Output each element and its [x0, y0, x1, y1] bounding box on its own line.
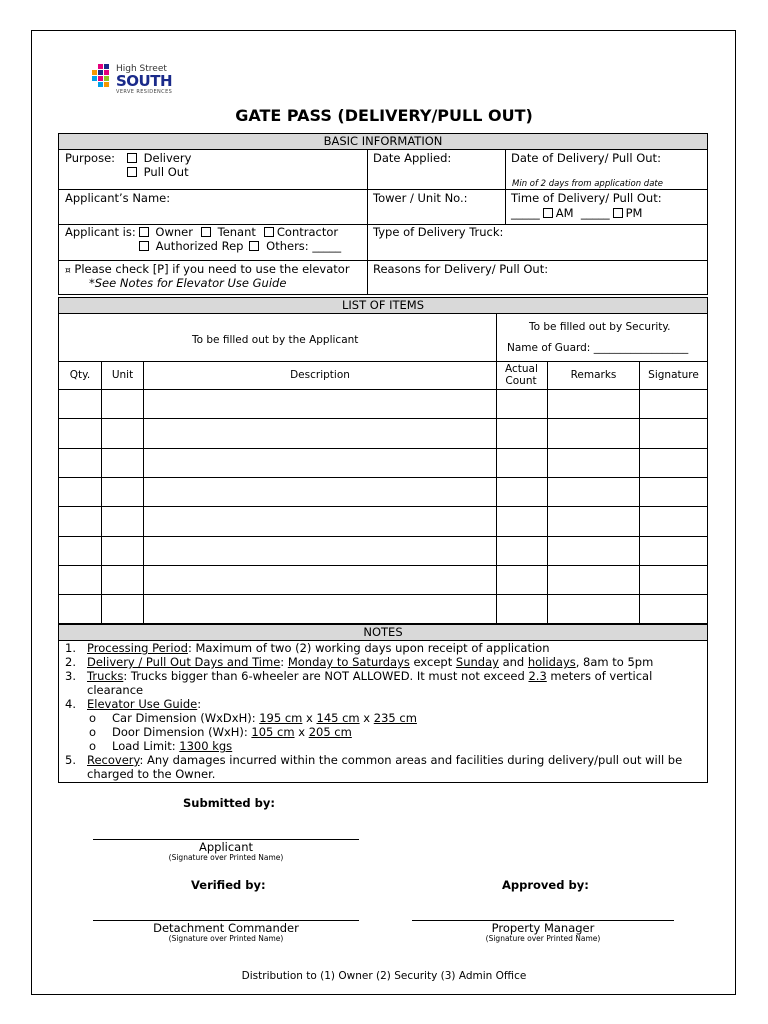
- truck-type-label: Type of Delivery Truck:: [373, 225, 504, 239]
- note-2-days: Monday to Saturdays: [287, 655, 410, 669]
- distribution-note: Distribution to (1) Owner (2) Security (3) Admin Office: [241, 970, 527, 982]
- items-row-line: [58, 506, 708, 507]
- sub-bullet-icon: o: [89, 711, 97, 725]
- others-blank[interactable]: _____: [312, 239, 342, 253]
- note-4-colon: :: [197, 697, 202, 711]
- manager-sig-note: (Signature over Printed Name): [485, 934, 601, 943]
- note-1-text: : Maximum of two (2) working days upon receipt of application: [187, 641, 550, 655]
- note-sub-item: [60, 739, 708, 753]
- date-delivery-label: Date of Delivery/ Pull Out:: [511, 151, 661, 165]
- commander-label: Detachment Commander: [153, 921, 299, 935]
- notes-list: [60, 641, 708, 781]
- purpose-label: Purpose:: [65, 151, 116, 165]
- basic-info-header: BASIC INFORMATION: [58, 133, 708, 150]
- col-description: Description: [290, 369, 350, 381]
- notes-header: NOTES: [58, 624, 708, 641]
- time-label: Time of Delivery/ Pull Out:: [511, 191, 662, 205]
- note-3-value: 2.3: [528, 669, 547, 683]
- guard-name-blank[interactable]: __________________: [593, 342, 689, 354]
- applicant-is-row1: [65, 225, 338, 239]
- note-2-sunday: Sunday: [455, 655, 499, 669]
- note-sub-item: [60, 711, 708, 725]
- others-checkbox[interactable]: [249, 241, 259, 251]
- sub-bullet-icon: o: [89, 725, 97, 739]
- items-row-line: [58, 361, 708, 362]
- col-actual-count: Actual Count: [505, 363, 538, 387]
- door-width: 105 cm: [251, 725, 295, 739]
- tenant-checkbox[interactable]: [201, 227, 211, 237]
- approved-by-label: Approved by:: [502, 878, 589, 892]
- col-remarks: Remarks: [570, 369, 617, 381]
- note-item: 5. Recovery: Any damages incurred within the common areas and facilities during delivery/pull out will be charged to the Owner.: [65, 753, 683, 781]
- door-label: Door Dimension (WxH):: [112, 725, 252, 739]
- note-item: 2. Delivery / Pull Out Days and Time: Monday to Saturdays except Sunday and holidays, 8am to 5pm: [65, 655, 654, 669]
- notes-border-left: [58, 640, 59, 783]
- door-height: 205 cm: [308, 725, 352, 739]
- authorized-rep-checkbox[interactable]: [139, 241, 149, 251]
- date-delivery-note: Min of 2 days from application date: [512, 179, 663, 189]
- pm-label: PM: [625, 206, 643, 220]
- logo-mosaic-icon: [92, 64, 114, 88]
- car-width: 195 cm: [259, 711, 303, 725]
- items-border-right: [707, 313, 708, 624]
- items-row-line: [58, 418, 708, 419]
- authorized-rep-label: Authorized Rep: [155, 239, 244, 253]
- items-row-line: [58, 477, 708, 478]
- note-item: 3. Trucks: Trucks bigger than 6-wheeler are NOT ALLOWED. It must not exceed 2.3 meters of vertical clearance: [65, 669, 653, 697]
- page-title: GATE PASS (DELIVERY/PULL OUT): [235, 106, 533, 125]
- logo-sub-text: VERVE RESIDENCES: [116, 89, 173, 95]
- am-label: AM: [555, 206, 574, 220]
- note-4-title: Elevator Use Guide: [87, 697, 198, 711]
- note-2-colon: :: [280, 655, 288, 669]
- times-sign: x: [294, 725, 309, 739]
- contractor-checkbox[interactable]: [264, 227, 274, 237]
- col-qty: Qty.: [69, 369, 91, 381]
- logo: [92, 64, 187, 100]
- items-col-line: [639, 361, 640, 624]
- basic-col-line: [505, 149, 506, 225]
- am-checkbox[interactable]: [543, 208, 553, 218]
- owner-label: Owner: [155, 225, 193, 239]
- guard-name-label: Name of Guard:: [507, 342, 591, 354]
- items-col-line: [496, 313, 497, 624]
- items-header: LIST OF ITEMS: [58, 297, 708, 314]
- delivery-checkbox[interactable]: [127, 153, 137, 163]
- date-applied-label: Date Applied:: [373, 151, 452, 165]
- owner-checkbox[interactable]: [139, 227, 149, 237]
- applicant-is-label: Applicant is:: [65, 225, 136, 239]
- note-2-holidays: holidays: [527, 655, 576, 669]
- pullout-label: Pull Out: [143, 165, 189, 179]
- commander-sig-note: (Signature over Printed Name): [168, 934, 284, 943]
- col-signature: Signature: [648, 369, 699, 381]
- guard-name-field[interactable]: [507, 341, 688, 355]
- basic-col-line: [367, 149, 368, 295]
- items-col-line: [547, 361, 548, 624]
- note-5-text: : Any damages incurred within the common areas and facilities during delivery/pull out will be charged to the Owner.: [87, 753, 683, 781]
- time-am-blank[interactable]: _____: [511, 206, 540, 220]
- note-1-title: Processing Period: [87, 641, 188, 655]
- basic-row-line: [58, 260, 708, 261]
- car-label: Car Dimension (WxDxH):: [112, 711, 260, 725]
- items-row-line: [58, 389, 708, 390]
- tenant-label: Tenant: [217, 225, 256, 239]
- pm-checkbox[interactable]: [613, 208, 623, 218]
- times-sign: x: [359, 711, 374, 725]
- items-col-line: [143, 361, 144, 624]
- time-field[interactable]: [511, 206, 642, 220]
- pullout-checkbox[interactable]: [127, 167, 137, 177]
- items-row-line: [58, 565, 708, 566]
- applicant-name-label: Applicant’s Name:: [65, 191, 171, 205]
- note-2-and: and: [498, 655, 528, 669]
- elevator-check-label: Please check [P] if you need to use the elevator: [74, 262, 350, 276]
- items-border-left: [58, 313, 59, 624]
- manager-label: Property Manager: [491, 921, 595, 935]
- applicant-is-row2: [136, 239, 341, 253]
- items-row-line: [58, 594, 708, 595]
- note-item: 4. Elevator Use Guide:: [65, 697, 202, 711]
- items-row-line: [58, 536, 708, 537]
- note-2-title: Delivery / Pull Out Days and Time: [87, 655, 281, 669]
- car-depth: 145 cm: [316, 711, 360, 725]
- applicant-fill-note: To be filled out by the Applicant: [192, 334, 359, 346]
- reasons-label: Reasons for Delivery/ Pull Out:: [373, 262, 549, 276]
- times-sign: x: [302, 711, 317, 725]
- verified-by-label: Verified by:: [191, 878, 266, 892]
- basic-border-bottom: [58, 294, 708, 295]
- tower-unit-label: Tower / Unit No.:: [373, 191, 468, 205]
- contractor-label: Contractor: [276, 225, 339, 239]
- items-col-line: [101, 361, 102, 624]
- note-2-except: except: [409, 655, 456, 669]
- sub-bullet-icon: o: [89, 739, 97, 753]
- purpose-pullout-option[interactable]: [124, 165, 189, 179]
- delivery-label: Delivery: [143, 151, 192, 165]
- applicant-label: Applicant: [198, 840, 254, 854]
- applicant-sig-note: (Signature over Printed Name): [168, 853, 284, 862]
- note-3-text: : Trucks bigger than 6-wheeler are NOT ALLOWED. It must not exceed: [123, 669, 529, 683]
- col-unit: Unit: [111, 369, 134, 381]
- notes-border-bottom: [58, 782, 708, 783]
- note-item: 1. Processing Period: Maximum of two (2) working days upon receipt of application: [65, 641, 550, 655]
- note-3-after: meters of vertical clearance: [87, 669, 653, 697]
- basic-border-right: [707, 149, 708, 295]
- note-sub-item: [60, 725, 708, 739]
- items-row-line: [58, 448, 708, 449]
- purpose-delivery-option[interactable]: [124, 151, 191, 165]
- note-5-title: Recovery: [87, 753, 140, 767]
- others-label: Others:: [266, 239, 309, 253]
- security-fill-note: To be filled out by Security.: [529, 321, 671, 333]
- logo-main-text: SOUTH: [116, 72, 173, 90]
- note-2-time: , 8am to 5pm: [575, 655, 654, 669]
- submitted-by-label: Submitted by:: [183, 796, 275, 810]
- load-label: Load Limit:: [112, 739, 180, 753]
- checkbox-bullet-icon: ¤: [65, 266, 71, 276]
- load-value: 1300 kgs: [179, 739, 233, 753]
- basic-border-left: [58, 149, 59, 295]
- logo-top-text: High Street: [116, 64, 167, 74]
- car-height: 235 cm: [373, 711, 417, 725]
- note-3-title: Trucks: [87, 669, 124, 683]
- time-pm-blank[interactable]: _____: [580, 206, 610, 220]
- elevator-note: *See Notes for Elevator Use Guide: [89, 276, 287, 290]
